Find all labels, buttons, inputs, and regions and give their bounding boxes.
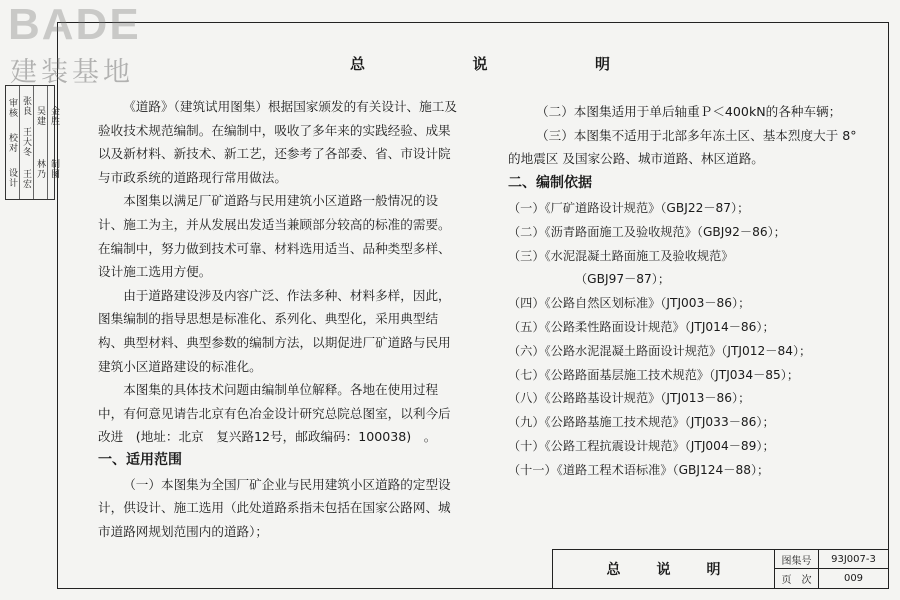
title-block-name xyxy=(553,550,775,588)
ref-number: （四） xyxy=(508,296,545,311)
reference-list xyxy=(508,197,853,483)
ref-number: （十） xyxy=(508,438,545,453)
list-item xyxy=(508,268,853,292)
contact-paragraph: 本图集的具体技术问题由编制单位解释。各地在使用过程中，有何意见请告北京有色冶金设计研究总院总图室，以利今后改进 (地址：北京 复兴路12号，邮政编码：100038) 。 xyxy=(98,382,451,445)
page-title xyxy=(350,53,610,74)
title-block-char: 说 xyxy=(656,562,671,578)
signoff-cell: 王大冬 xyxy=(21,127,31,158)
list-item xyxy=(508,364,853,388)
title-block-char: 明 xyxy=(706,562,721,578)
signoff-cell: 金胜 xyxy=(49,106,59,127)
ref-text: 《道路工程术语标准》（GBJ124－88）； xyxy=(556,462,770,477)
signoff-cell: 王宏 xyxy=(21,169,31,190)
scope-item-3: （三）本图集不适用于北部多年冻土区、基本烈度大于 8° xyxy=(536,127,857,143)
scope-item-1: （一）本图集为全国厂矿企业与民用建筑小区道路的定型设计，供设计、施工选用（此处道路系指未包括在国家公路网、城市道路网规划范围内的道路）； xyxy=(98,476,451,539)
watermark-site: 建装基地 xyxy=(10,57,134,88)
list-item xyxy=(508,292,853,316)
ref-text: 《公路路基设计规范》（JTJ013－86）； xyxy=(544,391,751,406)
page-title-char: 总 xyxy=(350,55,366,73)
atlas-number-label: 图集号 xyxy=(775,550,819,569)
signoff-cell: 制图 xyxy=(49,158,59,179)
signoff-cell: 林乃 xyxy=(35,158,45,179)
signoff-cell: 设计 xyxy=(7,167,17,188)
signoff-cell: 校对 xyxy=(7,132,17,153)
principle-paragraph: 由于道路建设涉及内容广泛、作法多种、材料多样，因此，图集编制的指导思想是标准化、系列化、典型化，采用典型结构、典型材料、典型参数的编制方法，以期促进厂矿道路与民用建筑小区道路建设的标准化。 xyxy=(98,287,451,374)
ref-text: 《厂矿道路设计规范》（GBJ22－87）； xyxy=(544,201,750,215)
intro-paragraph: 《道路》（建筑试用图集）根据国家颁发的有关设计、施工及验收技术规范编制。在编制中，吸收了多年来的实践经验、成果以及新材料、新技术、新工艺，还参考了各部委、省、市设计院与市政系统的道路现行常用做法。 xyxy=(98,99,457,185)
watermark-brand: BADE xyxy=(8,0,141,49)
list-item xyxy=(508,459,853,483)
list-item xyxy=(508,387,853,411)
ref-text: 《沥青路面施工及验收规范》（GBJ92－86）； xyxy=(544,224,786,239)
signoff-col-3 xyxy=(34,86,48,199)
page-number-label: 页 次 xyxy=(775,569,819,588)
left-column xyxy=(98,95,461,543)
list-item xyxy=(508,221,853,245)
ref-text: 《公路柔性路面设计规范》（JTJ014－86）； xyxy=(544,319,775,334)
page-title-char: 说 xyxy=(472,55,488,73)
signoff-col-2 xyxy=(20,86,34,199)
scope-item-2: （二）本图集适用于单后轴重Ｐ＜400kN的各种车辆； xyxy=(536,104,842,119)
title-block xyxy=(552,549,889,589)
ref-text: 《公路路基施工技术规范》（JTJ033－86）； xyxy=(544,415,775,430)
ref-number: （十一） xyxy=(508,462,557,477)
ref-number: （九） xyxy=(508,415,545,430)
signoff-strip xyxy=(5,85,59,200)
ref-number: （七） xyxy=(508,367,545,382)
ref-text: 《公路工程抗震设计规范》（JTJ004－89）； xyxy=(544,438,775,453)
section-heading: 一、适用范围 xyxy=(98,451,182,468)
list-item xyxy=(508,316,853,340)
ref-number: （二） xyxy=(508,224,545,239)
ref-number: （五） xyxy=(508,319,545,334)
signoff-cell: 张良 xyxy=(21,95,31,116)
ref-number: （一） xyxy=(508,201,545,215)
list-item xyxy=(508,197,853,221)
ref-text: （GBJ97－87）； xyxy=(575,272,671,287)
scope-paragraph: 本图集以满足厂矿道路与民用建筑小区道路一般情况的设计、施工为主，并从发展出发适当兼顾部分较高的标准的需要。在编制中，努力做到技术可靠、材料选用适当、品种类型多样、设计施工选用方便。 xyxy=(98,193,451,280)
scope-item-3-cont: 的地震区 及国家公路、城市道路、林区道路。 xyxy=(508,151,764,167)
right-column-top xyxy=(508,100,858,195)
ref-text: 《公路自然区划标准》（JTJ003－86）； xyxy=(544,296,751,311)
page-number: 009 xyxy=(843,573,864,584)
section-heading: 二、编制依据 xyxy=(508,174,592,191)
signoff-cell: 审核 xyxy=(7,97,17,118)
page-title-char: 明 xyxy=(594,55,610,73)
list-item xyxy=(508,411,853,435)
signoff-cell: 吴建 xyxy=(35,106,45,127)
ref-number: （六） xyxy=(508,343,545,358)
list-item xyxy=(508,245,853,269)
atlas-number: 93J007-3 xyxy=(819,550,888,569)
list-item xyxy=(508,340,853,364)
ref-number: （三） xyxy=(508,248,545,263)
ref-text: 《公路水泥混凝土路面设计规范》（JTJ012－84）； xyxy=(544,343,812,358)
title-block-char: 总 xyxy=(606,562,621,578)
ref-text: 《公路路面基层施工技术规范》（JTJ034－85）； xyxy=(544,367,800,382)
signoff-col-4 xyxy=(48,86,61,199)
signoff-col-1 xyxy=(6,86,20,199)
ref-text: 《水泥混凝土路面施工及验收规范》 xyxy=(544,248,734,263)
ref-number: （八） xyxy=(508,391,545,406)
list-item xyxy=(508,435,853,459)
